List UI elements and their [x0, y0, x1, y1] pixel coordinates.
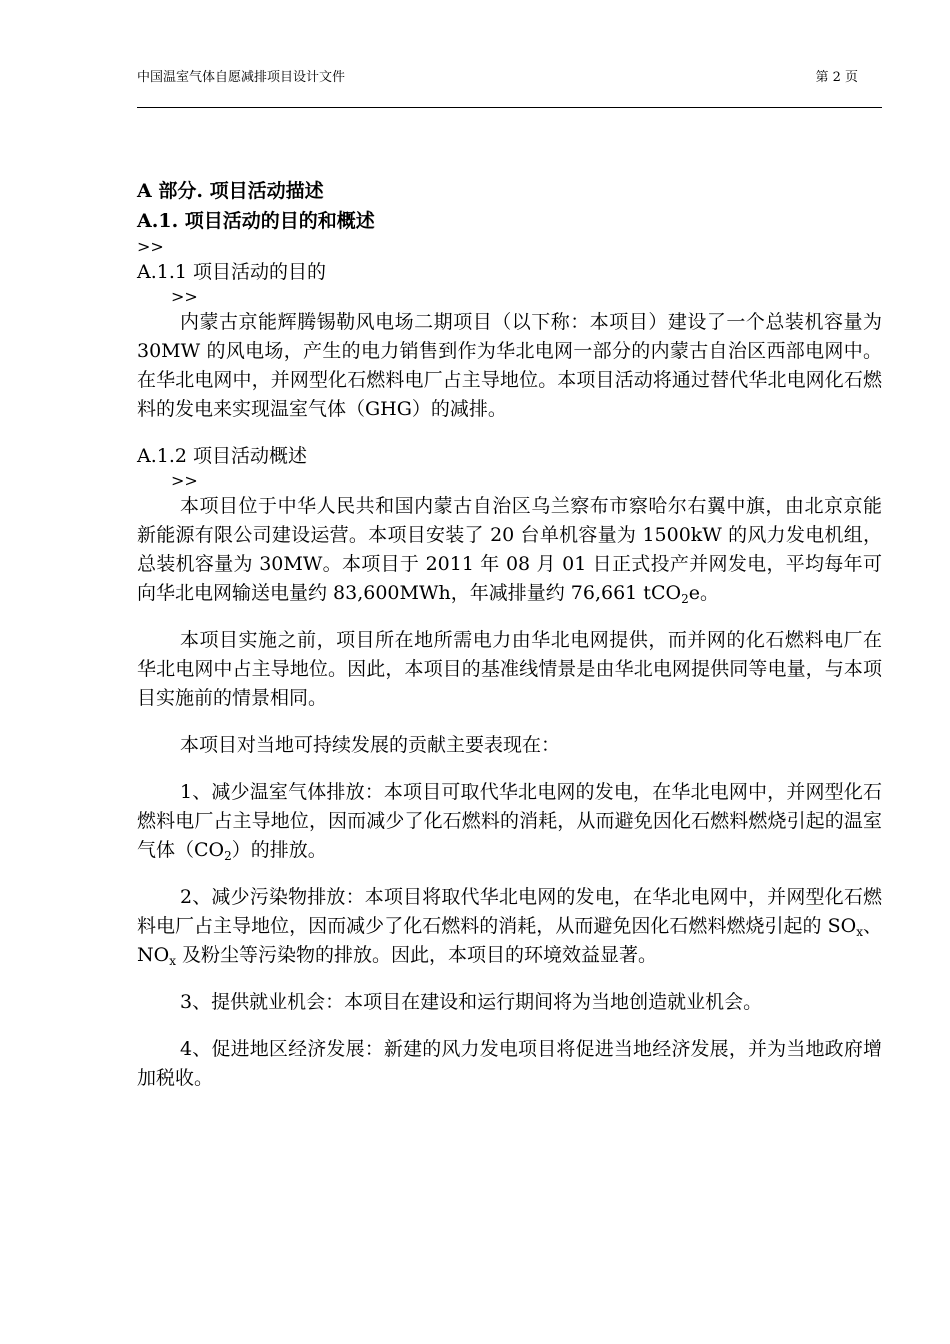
- subsection-title-a111: A.1.1 项目活动的目的: [137, 261, 327, 283]
- paragraph-a112-3: 本项目对当地可持续发展的贡献主要表现在：: [180, 734, 561, 756]
- list-item-1: [137, 778, 882, 865]
- header-divider: [137, 107, 882, 108]
- subscript-x: x: [169, 954, 176, 968]
- subscript-x: x: [856, 925, 863, 939]
- list-item-1-text: 1、减少温室气体排放：本项目可取代华北电网的发电，在华北电网中，并网型化石燃料电厂占主导地位，因而减少了化石燃料的消耗，从而避免因化石燃料燃烧引起的温室气体（CO: [137, 781, 882, 861]
- spacer: [137, 970, 882, 988]
- spacer: [137, 424, 882, 442]
- spacer: [137, 1017, 882, 1035]
- subsection-marker-a112: >>: [171, 471, 198, 490]
- document-title: 中国温室气体自愿减排项目设计文件: [137, 70, 346, 85]
- subscript-2: 2: [224, 849, 232, 863]
- document-body: [137, 176, 882, 1093]
- list-item-1-end: ）的排放。: [231, 839, 327, 861]
- spacer: [137, 713, 882, 731]
- page-header: [137, 66, 882, 88]
- list-item-2-text-a: 2、减少污染物排放：本项目将取代华北电网的发电，在华北电网中，并网型化石燃料电厂占主导地位，因而减少了化石燃料的消耗，从而避免因化石燃料燃烧引起的 SO: [137, 886, 882, 937]
- subscript-2: 2: [681, 592, 689, 606]
- list-item-3: 3、提供就业机会：本项目在建设和运行期间将为当地创造就业机会。: [180, 991, 763, 1013]
- spacer: [137, 608, 882, 626]
- page-number: 第 2 页: [815, 70, 858, 85]
- list-item-2-text-b: 、NO: [137, 915, 882, 966]
- part-title: A 部分. 项目活动描述: [137, 180, 324, 202]
- paragraph-a111: 内蒙古京能辉腾锡勒风电场二期项目（以下称：本项目）建设了一个总装机容量为 30MW 的风电场，产生的电力销售到作为华北电网一部分的内蒙古自治区西部电网中。在华北电网中，并网型化石燃料电厂占主导地位。本项目活动将通过替代华北电网化石燃料的发电来实现温室气体（GHG）的减排。: [137, 311, 882, 420]
- paragraph-a112-1-text: 本项目位于中华人民共和国内蒙古自治区乌兰察布市察哈尔右翼中旗，由北京京能新能源有限公司建设运营。本项目安装了 20 台单机容量为 1500kW 的风力发电机组，总装机容量为 30MW。本项目于 2011 年 08 月 01 日正式投产并网发电，平均每年可向华北电网输送电量约 83,600MWh，年减排量约 76,661 tCO: [137, 495, 882, 604]
- spacer: [137, 865, 882, 883]
- subsection-marker-a111: >>: [171, 287, 198, 306]
- list-item-2: [137, 883, 882, 970]
- subsection-title-a112: A.1.2 项目活动概述: [137, 445, 308, 467]
- spacer: [137, 760, 882, 778]
- section-marker: >>: [137, 237, 164, 256]
- paragraph-a112-1: [137, 492, 882, 608]
- list-item-2-text-c: 及粉尘等污染物的排放。因此，本项目的环境效益显著。: [175, 944, 658, 966]
- paragraph-a112-2: 本项目实施之前，项目所在地所需电力由华北电网提供，而并网的化石燃料电厂在华北电网中占主导地位。因此，本项目的基准线情景是由华北电网提供同等电量，与本项目实施前的情景相同。: [137, 629, 882, 709]
- paragraph-a112-1-end: e。: [688, 582, 719, 604]
- section-title: A.1. 项目活动的目的和概述: [137, 210, 375, 232]
- list-item-4: 4、促进地区经济发展：新建的风力发电项目将促进当地经济发展，并为当地政府增加税收。: [137, 1038, 882, 1089]
